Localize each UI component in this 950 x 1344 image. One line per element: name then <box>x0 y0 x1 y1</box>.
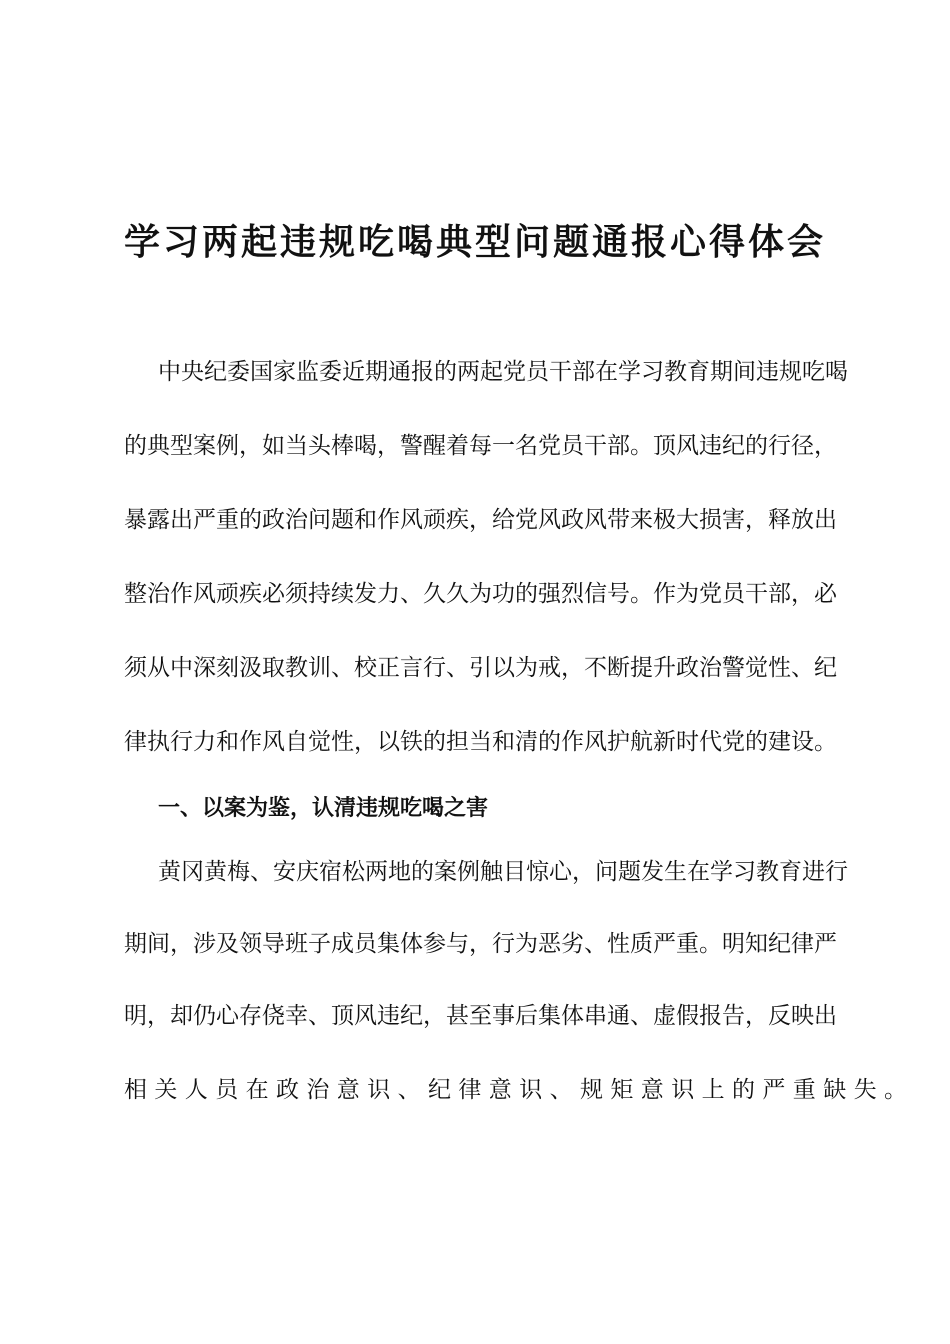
paragraph-line: 须从中深刻汲取教训、校正言行、引以为戒，不断提升政治警觉性、纪 <box>124 655 837 681</box>
paragraph-line: 黄冈黄梅、安庆宿松两地的案例触目惊心，问题发生在学习教育进行 <box>158 859 848 885</box>
paragraph-line: 期间，涉及领导班子成员集体参与，行为恶劣、性质严重。明知纪律严 <box>124 931 837 957</box>
document-title: 学习两起违规吃喝典型问题通报心得体会 <box>123 221 826 263</box>
paragraph-line: 中央纪委国家监委近期通报的两起党员干部在学习教育期间违规吃喝 <box>158 359 848 385</box>
paragraph-line: 律执行力和作风自觉性，以铁的担当和清的作风护航新时代党的建设。 <box>124 729 837 755</box>
section-heading: 一、以案为鉴，认清违规吃喝之害 <box>158 796 489 821</box>
paragraph-line: 相关人员在政治意识、纪律意识、规矩意识上的严重缺失。 <box>124 1077 915 1103</box>
paragraph-line: 明，却仍心存侥幸、顶风违纪，甚至事后集体串通、虚假报告，反映出 <box>124 1003 837 1029</box>
paragraph-line: 整治作风顽疾必须持续发力、久久为功的强烈信号。作为党员干部，必 <box>124 581 837 607</box>
paragraph-line: 的典型案例，如当头棒喝，警醒着每一名党员干部。顶风违纪的行径， <box>124 433 837 459</box>
paragraph-line: 暴露出严重的政治问题和作风顽疾，给党风政风带来极大损害，释放出 <box>124 507 837 533</box>
